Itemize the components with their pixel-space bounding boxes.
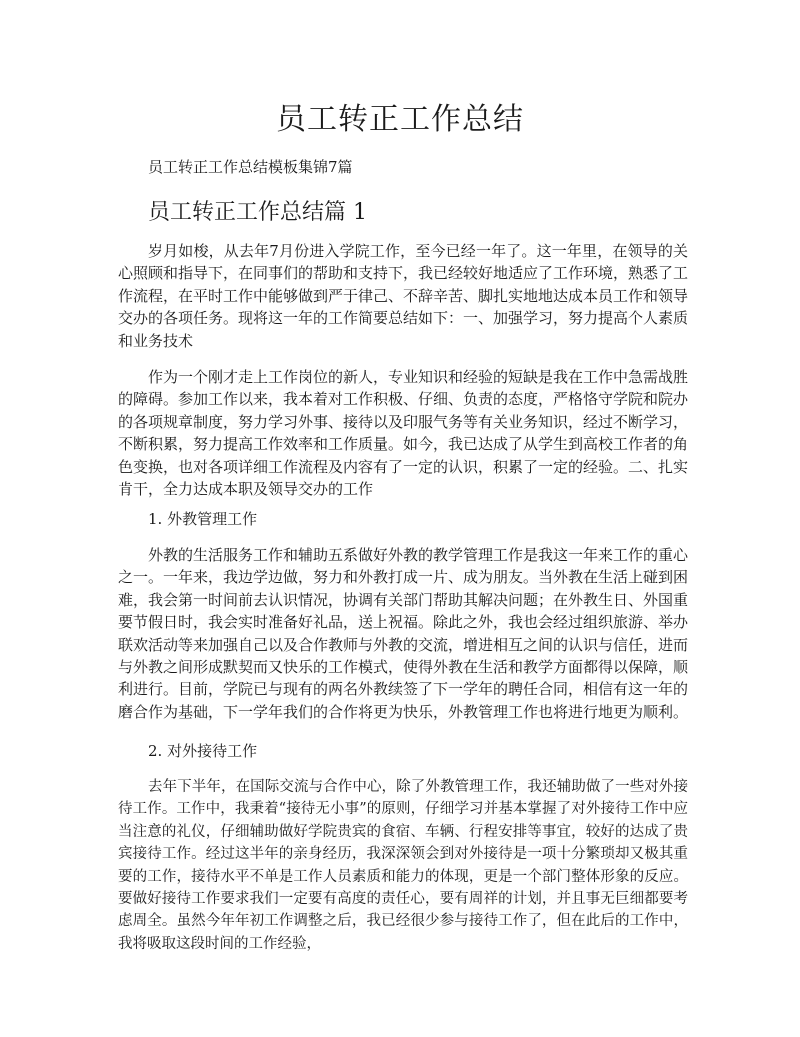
paragraph-study: 作为一个刚才走上工作岗位的新人，专业知识和经验的短缺是我在工作中急需战胜的障碍。参加工作以来，我本着对工作积极、仔细、负责的态度，严格恪守学院和院办的各项规章制度，努力学习外事、接待以及印服气务等有关业务知识，经过不断学习，不断积累，努力提高工作效率和工作质量。如今，我已达成了从学生到高校工作者的角色变换，也对各项详细工作流程及内容有了一定的认识，积累了一定的经验。二、扎实肯干，全力达成本职及领导交办的工作 xyxy=(118,368,689,499)
document-title: 员工转正工作总结 xyxy=(276,102,524,137)
paragraph-reception: 去年下半年，在国际交流与合作中心，除了外教管理工作，我还辅助做了一些对外接待工作。工作中，我秉着“接待无小事”的原则，仔细学习并基本掌握了对外接待工作中应当注意的礼仪，仔细辅助做好学院贵宾的食宿、车辆、行程安排等事宜，较好的达成了贵宾接待工作。经过这半年的亲身经历，我深深领会到对外接待是一项十分繁琐却又极其重要的工作，接待水平不单是工作人员素质和能力的体现，更是一个部门整体形象的反应。要做好接待工作要求我们一定要有高度的责任心，要有周祥的计划，并且事无巨细都要考虑周全。虽然今年年初工作调整之后，我已经很少参与接待工作了，但在此后的工作中，我将吸取这段时间的工作经验， xyxy=(118,779,688,952)
subheading-foreign-teacher-management: 1. 外教管理工作 xyxy=(148,510,258,528)
subheading-external-reception: 2. 对外接待工作 xyxy=(148,742,258,760)
section-heading: 员工转正工作总结篇 1 xyxy=(148,200,367,225)
paragraph-foreign-teacher: 外教的生活服务工作和辅助五系做好外教的教学管理工作是我这一年来工作的重心之一。一年来，我边学边做，努力和外教打成一片、成为朋友。当外教在生活上碰到困难，我会第一时间前去认识情况，协调有关部门帮助其解决问题；在外教生日、外国重要节假日时，我会实时准备好礼品，送上祝福。除此之外，我也会经过组织旅游、举办联欢活动等来加强自己以及合作教师与外教的交流，增进相互之间的认识与信任，进而与外教之间形成默契而又快乐的工作模式，使得外教在生活和教学方面都得以保障，顺利进行。目前，学院已与现有的两名外教续签了下一学年的聘任合同，相信有这一年的磨合作为基础，下一学年我们的合作将更为快乐，外教管理工作也将进行地更为顺利。 xyxy=(118,546,689,721)
document-subtitle: 员工转正工作总结模板集锦7篇 xyxy=(148,158,353,176)
paragraph-intro: 岁月如梭，从去年7月份进入学院工作，至今已经一年了。这一年里，在领导的关心照顾和指导下，在同事们的帮助和支持下，我已经较好地适应了工作环境，熟悉了工作流程，在平时工作中能够做到严于律己、不辞辛苦、脚扎实地地达成本员工作和领导交办的各项任务。现将这一年的工作简要总结如下：一、加强学习，努力提高个人素质和业务技术 xyxy=(118,242,689,350)
